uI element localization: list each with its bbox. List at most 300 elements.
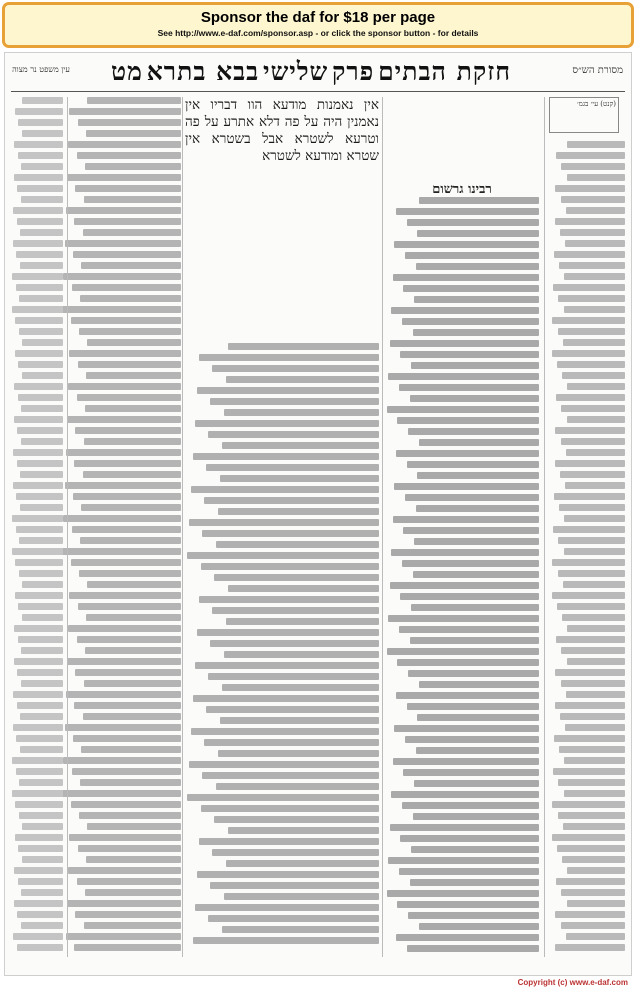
sponsor-banner[interactable] — [2, 2, 634, 48]
print-line — [83, 229, 181, 236]
print-line — [72, 526, 181, 533]
print-line — [65, 240, 181, 247]
print-line — [84, 196, 181, 203]
print-line — [74, 460, 181, 467]
print-line — [567, 658, 625, 665]
print-line — [13, 207, 63, 214]
print-line — [556, 394, 625, 401]
sponsor-title[interactable]: Sponsor the daf for $18 per page — [200, 9, 436, 26]
print-line — [74, 944, 181, 951]
print-line — [78, 119, 181, 126]
print-line — [408, 912, 539, 919]
print-line — [12, 273, 63, 280]
print-line — [413, 571, 539, 578]
print-line — [16, 735, 63, 742]
print-line — [206, 464, 379, 471]
print-line — [18, 361, 63, 368]
print-line — [68, 625, 181, 632]
print-line — [391, 307, 539, 314]
print-line — [553, 526, 625, 533]
print-line — [558, 570, 625, 577]
print-line — [21, 889, 63, 896]
print-line — [216, 783, 379, 790]
print-line — [419, 439, 539, 446]
print-line — [214, 816, 379, 823]
print-line — [15, 559, 63, 566]
print-line — [564, 548, 625, 555]
print-line — [222, 926, 379, 933]
column-gutter — [182, 97, 183, 957]
print-line — [83, 471, 181, 478]
print-line — [410, 637, 539, 644]
print-line — [558, 328, 625, 335]
print-line — [73, 735, 181, 742]
headline-chapter: חזקת הבתים — [378, 57, 511, 86]
print-line — [388, 615, 539, 622]
print-line — [13, 933, 63, 940]
print-line — [12, 515, 63, 522]
print-line — [555, 702, 625, 709]
print-line — [201, 563, 379, 570]
print-line — [407, 703, 539, 710]
print-line — [414, 780, 539, 787]
print-line — [21, 196, 63, 203]
print-line — [85, 647, 181, 654]
print-line — [12, 757, 63, 764]
print-line — [396, 934, 539, 941]
print-line — [13, 240, 63, 247]
print-line — [558, 779, 625, 786]
print-line — [552, 317, 625, 324]
print-line — [553, 768, 625, 775]
print-line — [193, 695, 379, 702]
print-line — [22, 130, 63, 137]
print-line — [402, 318, 539, 325]
print-line — [561, 647, 625, 654]
print-line — [393, 274, 539, 281]
print-line — [561, 405, 625, 412]
print-line — [567, 383, 625, 390]
print-line — [63, 515, 181, 522]
print-line — [204, 497, 379, 504]
print-line — [405, 252, 539, 259]
print-line — [218, 508, 379, 515]
print-line — [560, 713, 625, 720]
print-line — [66, 207, 181, 214]
print-line — [208, 915, 379, 922]
print-line — [20, 504, 63, 511]
print-line — [419, 681, 539, 688]
print-line — [224, 651, 379, 658]
print-line — [567, 625, 625, 632]
print-line — [195, 904, 379, 911]
print-line — [191, 728, 379, 735]
print-line — [75, 185, 181, 192]
print-line — [410, 879, 539, 886]
print-line — [413, 329, 539, 336]
print-line — [79, 328, 181, 335]
print-line — [15, 350, 63, 357]
print-line — [399, 384, 539, 391]
print-line — [563, 823, 625, 830]
print-line — [224, 409, 379, 416]
print-line — [555, 218, 625, 225]
print-line — [218, 750, 379, 757]
print-line — [86, 856, 181, 863]
print-line — [416, 263, 539, 270]
print-line — [212, 849, 379, 856]
print-line — [67, 658, 181, 665]
print-line — [408, 428, 539, 435]
print-line — [558, 812, 625, 819]
print-line — [387, 406, 539, 413]
print-line — [556, 636, 625, 643]
print-line — [80, 537, 181, 544]
print-line — [396, 208, 539, 215]
print-line — [208, 431, 379, 438]
print-line — [13, 449, 63, 456]
commentary-title: רבינו גרשום — [432, 182, 492, 197]
print-line — [69, 592, 181, 599]
print-line — [86, 614, 181, 621]
print-line — [210, 398, 379, 405]
print-line — [407, 945, 539, 952]
print-line — [562, 856, 625, 863]
print-line — [390, 340, 539, 347]
print-line — [212, 607, 379, 614]
print-line — [16, 251, 63, 258]
print-line — [16, 768, 63, 775]
column-gutter — [382, 97, 383, 957]
print-line — [202, 772, 379, 779]
print-line — [85, 163, 181, 170]
print-line — [17, 911, 63, 918]
print-line — [397, 417, 539, 424]
page-header — [5, 57, 631, 91]
print-line — [567, 900, 625, 907]
print-line — [556, 878, 625, 885]
print-line — [21, 680, 63, 687]
print-line — [22, 339, 63, 346]
print-line — [567, 416, 625, 423]
print-line — [86, 372, 181, 379]
print-line — [403, 769, 539, 776]
print-line — [411, 362, 539, 369]
print-line — [66, 691, 181, 698]
print-line — [189, 761, 379, 768]
print-line — [199, 354, 379, 361]
print-line — [14, 383, 63, 390]
print-line — [19, 295, 63, 302]
print-line — [557, 603, 625, 610]
print-line — [387, 648, 539, 655]
print-line — [87, 581, 181, 588]
print-line — [224, 893, 379, 900]
print-line — [566, 933, 625, 940]
print-line — [202, 530, 379, 537]
print-line — [79, 812, 181, 819]
print-line — [15, 317, 63, 324]
print-line — [566, 449, 625, 456]
print-line — [557, 361, 625, 368]
print-line — [81, 262, 181, 269]
print-line — [15, 108, 63, 115]
print-line — [199, 596, 379, 603]
print-line — [564, 273, 625, 280]
print-line — [388, 857, 539, 864]
headline-folio: מט — [111, 57, 143, 86]
print-line — [65, 482, 181, 489]
print-line — [77, 394, 181, 401]
print-line — [391, 791, 539, 798]
print-line — [388, 373, 539, 380]
print-line — [77, 878, 181, 885]
print-line — [393, 516, 539, 523]
print-line — [73, 493, 181, 500]
print-line — [414, 296, 539, 303]
print-line — [81, 746, 181, 753]
print-line — [400, 835, 539, 842]
print-line — [407, 461, 539, 468]
print-line — [72, 768, 181, 775]
print-line — [195, 662, 379, 669]
print-line — [220, 475, 379, 482]
header-divider — [11, 91, 625, 92]
center-commentary — [185, 223, 379, 953]
print-line — [402, 560, 539, 567]
print-line — [68, 141, 181, 148]
print-line — [562, 372, 625, 379]
print-line — [12, 548, 63, 555]
print-line — [558, 537, 625, 544]
print-line — [222, 442, 379, 449]
print-line — [87, 823, 181, 830]
print-line — [555, 669, 625, 676]
print-line — [79, 570, 181, 577]
print-line — [555, 911, 625, 918]
print-line — [12, 790, 63, 797]
print-line — [417, 714, 539, 721]
print-line — [18, 636, 63, 643]
print-line — [66, 933, 181, 940]
print-line — [201, 805, 379, 812]
print-line — [67, 174, 181, 181]
print-line — [71, 317, 181, 324]
print-line — [226, 860, 379, 867]
print-line — [390, 582, 539, 589]
print-line — [556, 152, 625, 159]
print-line — [560, 229, 625, 236]
print-line — [228, 343, 379, 350]
print-line — [13, 691, 63, 698]
print-line — [18, 845, 63, 852]
headline-tractate: בבא בתרא — [146, 57, 260, 86]
gemara-text: אין נאמנות מודעא הוו דבריו אין נאמנין היה על פה דלא אתרע על פה וטרעא לשטרא אבל בשטרא אין שטרא ומודעא לשטרא — [185, 97, 379, 164]
print-line — [18, 394, 63, 401]
print-line — [197, 387, 379, 394]
print-line — [564, 306, 625, 313]
print-line — [14, 416, 63, 423]
print-line — [71, 559, 181, 566]
print-line — [17, 702, 63, 709]
outer-right-commentary — [551, 97, 625, 957]
print-line — [566, 691, 625, 698]
print-line — [20, 229, 63, 236]
print-line — [19, 537, 63, 544]
print-line — [73, 251, 181, 258]
print-line — [65, 724, 181, 731]
print-line — [21, 647, 63, 654]
print-line — [66, 449, 181, 456]
headline-number: שלישי — [263, 57, 329, 86]
print-line — [187, 794, 379, 801]
column-gutter — [544, 97, 545, 957]
print-line — [69, 350, 181, 357]
print-line — [561, 680, 625, 687]
print-line — [21, 438, 63, 445]
print-line — [191, 486, 379, 493]
print-line — [565, 240, 625, 247]
print-line — [77, 152, 181, 159]
print-line — [85, 405, 181, 412]
print-line — [16, 526, 63, 533]
print-line — [222, 684, 379, 691]
print-line — [555, 944, 625, 951]
print-line — [552, 592, 625, 599]
print-line — [394, 483, 539, 490]
print-line — [419, 197, 539, 204]
print-line — [554, 251, 625, 258]
print-line — [402, 802, 539, 809]
print-line — [17, 218, 63, 225]
print-line — [62, 790, 181, 797]
print-line — [22, 97, 63, 104]
print-line — [564, 515, 625, 522]
print-line — [394, 241, 539, 248]
print-line — [84, 922, 181, 929]
page-headline — [111, 57, 511, 87]
print-line — [220, 717, 379, 724]
print-line — [72, 284, 181, 291]
print-line — [17, 944, 63, 951]
print-line — [419, 923, 539, 930]
print-line — [416, 747, 539, 754]
print-line — [85, 889, 181, 896]
print-line — [14, 625, 63, 632]
masoret-hashas-label: מסורת הש״ס — [572, 65, 623, 76]
print-line — [199, 838, 379, 845]
print-line — [75, 669, 181, 676]
print-line — [13, 482, 63, 489]
copyright-notice[interactable]: Copyright (c) www.e-daf.com — [517, 978, 628, 987]
print-line — [563, 339, 625, 346]
print-line — [416, 505, 539, 512]
print-line — [403, 285, 539, 292]
print-line — [78, 603, 181, 610]
print-line — [22, 823, 63, 830]
print-line — [17, 427, 63, 434]
print-line — [17, 185, 63, 192]
print-line — [16, 284, 63, 291]
print-line — [396, 450, 539, 457]
print-line — [69, 108, 181, 115]
print-line — [15, 801, 63, 808]
print-line — [417, 472, 539, 479]
print-line — [399, 626, 539, 633]
print-line — [552, 801, 625, 808]
print-line — [84, 680, 181, 687]
sponsor-details[interactable]: See http://www.e-daf.com/sponsor.asp - or click the sponsor button - for details — [157, 28, 479, 38]
print-line — [63, 757, 181, 764]
column-gutter — [67, 97, 68, 957]
print-line — [216, 541, 379, 548]
print-line — [417, 230, 539, 237]
print-line — [565, 724, 625, 731]
print-line — [77, 636, 181, 643]
print-line — [67, 900, 181, 907]
print-line — [554, 493, 625, 500]
print-line — [68, 867, 181, 874]
print-line — [21, 405, 63, 412]
print-line — [208, 673, 379, 680]
print-line — [228, 827, 379, 834]
print-line — [15, 834, 63, 841]
print-line — [78, 361, 181, 368]
print-line — [21, 922, 63, 929]
print-line — [408, 670, 539, 677]
print-line — [407, 219, 539, 226]
print-line — [81, 504, 181, 511]
print-line — [390, 824, 539, 831]
outer-left-commentary — [11, 97, 63, 957]
print-line — [394, 725, 539, 732]
print-line — [16, 493, 63, 500]
print-line — [552, 834, 625, 841]
print-line — [410, 395, 539, 402]
print-line — [74, 218, 181, 225]
print-line — [14, 867, 63, 874]
print-line — [405, 494, 539, 501]
headline-perek: פרק — [332, 57, 375, 86]
print-line — [397, 659, 539, 666]
print-line — [75, 427, 181, 434]
print-line — [62, 306, 181, 313]
print-line — [397, 901, 539, 908]
print-line — [13, 724, 63, 731]
print-line — [204, 739, 379, 746]
inner-right-commentary — [385, 97, 539, 957]
print-line — [560, 471, 625, 478]
print-line — [558, 295, 625, 302]
print-line — [561, 889, 625, 896]
print-line — [399, 868, 539, 875]
print-line — [193, 937, 379, 944]
ein-mishpat-label: עין משפט נר מצוה — [12, 65, 70, 74]
print-line — [187, 552, 379, 559]
print-line — [12, 306, 63, 313]
print-line — [18, 119, 63, 126]
print-line — [554, 735, 625, 742]
print-line — [22, 614, 63, 621]
print-line — [567, 174, 625, 181]
print-line — [62, 548, 181, 555]
print-line — [552, 350, 625, 357]
print-line — [75, 911, 181, 918]
print-line — [567, 141, 625, 148]
print-line — [400, 351, 539, 358]
print-line — [396, 692, 539, 699]
print-line — [561, 922, 625, 929]
